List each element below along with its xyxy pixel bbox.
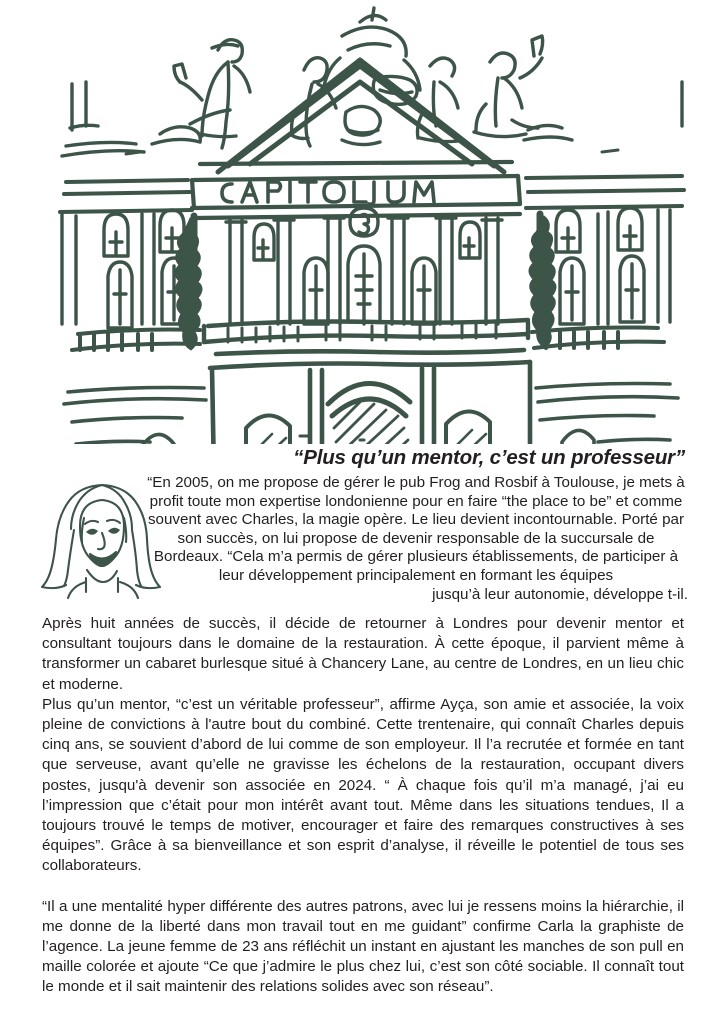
- arch-left-hatching: [250, 434, 292, 444]
- pullquote-text: [144, 474, 688, 604]
- tree-foliage-right: [529, 216, 556, 348]
- side-balcony-right: [532, 328, 664, 349]
- side-balcony-left: [72, 330, 200, 351]
- article-body: [42, 614, 684, 998]
- central-arch: [328, 383, 410, 416]
- pullquote-last-line: jusqu’à leur autonomie, développe t-il.: [432, 585, 688, 603]
- pediment: [218, 60, 504, 172]
- body-paragraph-1: Après huit années de succès, il décide de retourner à Londres pour devenir mentor et consultant toujours dans le domaine de la restauration. À cette époque, il parvient même à transformer un cabaret burlesque situé à Chancery Lane, au centre de Londres, en un lieu chic et moderne.: [42, 615, 684, 693]
- center-columns: [226, 208, 502, 324]
- capitole-illustration: [42, 4, 692, 444]
- body-paragraph-3: “Il a une mentalité hyper différente des autres patrons, avec lui je ressens moins la hiérarchie, il me donne de la liberté dans mon travail tout en me guidant” confirme Carla la graphiste de l’agence. La jeune femme de 23 ans réfléchit un instant en ajustant les manches de son pull en maille colorée et ajoute “Ce que j’admire le plus chez lui, c’est son côté sociable. Il connaît tout le monde et il sait maintenir des relations solides avec son réseau”.: [42, 897, 684, 996]
- capitolium-inscription: [222, 182, 434, 204]
- right-wing-facade: [556, 82, 682, 324]
- roof-statue-left: [174, 40, 250, 148]
- roof-statue-left-lying: [152, 127, 200, 144]
- roof-statue-right: [474, 36, 543, 137]
- balustrade: [204, 320, 528, 342]
- arch-far-right: [562, 430, 594, 444]
- arch-right-hatching: [450, 430, 492, 444]
- body-paragraph-2: Plus qu’un mentor, “c’est un véritable professeur”, affirme Ayça, son amie et associée, la voix pleine de convictions à l'autre bout du combiné. Cette trentenaire, qui connaît Charles depuis cinq ans, se souvient d’abord de lui comme de son employeur. Il l’a recrutée et formée en tant que serveuse, avant qu’elle ne gravisse les échelons de la restauration, occupant divers postes, jusqu'à devenir son associée en 2024. “ À chaque fois qu’il m’a managé, j’ai eu l’impression que c’était pour mon intérêt avant tout. Même dans les situations tendues, Il a toujours trouvé le temps de motiver, encourager et faire des remarques constructives à ses équipes”. Grâce à sa bienveillance et son esprit d’analyse, il réveille le potentiel de tous ses collaborateurs.: [42, 695, 684, 875]
- capitole-sketch-svg: [42, 4, 692, 444]
- pullquote-block: [40, 474, 688, 606]
- page-title: “Plus qu’un mentor, c’est un professeur”: [293, 446, 685, 469]
- pediment-sculpture: [342, 106, 380, 144]
- roof-statue-right-lying: [524, 125, 572, 140]
- left-wing-facade: [62, 82, 186, 328]
- pullquote-main: “En 2005, on me propose de gérer le pub Frog and Rosbif à Toulouse, je mets à profit toute mon expertise londonienne pour en faire “the place to be” et comme souvent avec Charles, la magie opère. Le lieu devient incontournable. Porté par son succès, on lui propose de devenir responsable de la succursale de Bordeaux. “Cela m’a permis de gérer plusieurs établissements, de participer à leur développement principalement en formant les équipes: [147, 474, 685, 584]
- arch-right-inner: [446, 411, 490, 444]
